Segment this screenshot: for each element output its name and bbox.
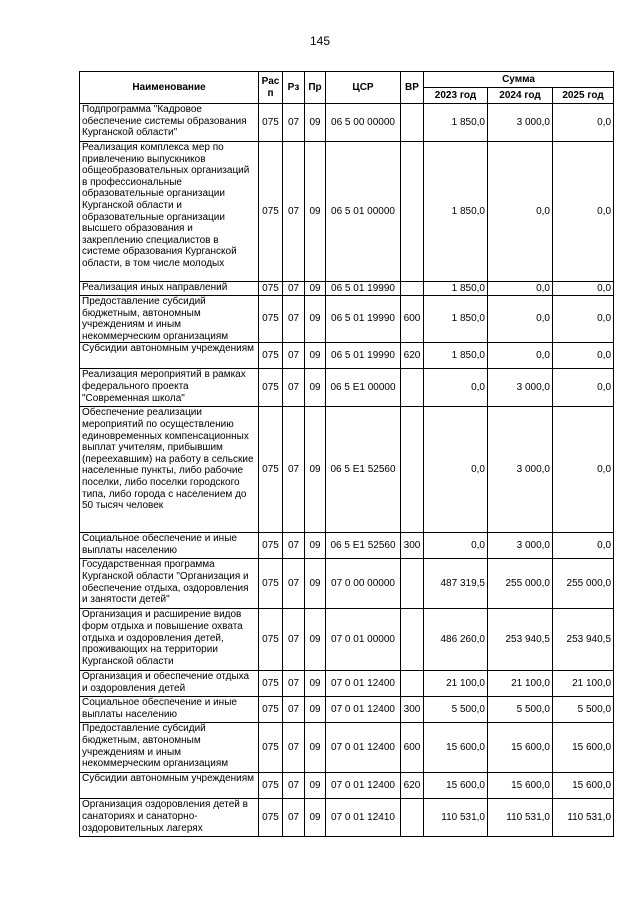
cell-2025: 21 100,0 (553, 671, 614, 697)
cell-2025: 0,0 (553, 369, 614, 407)
cell-2023: 0,0 (424, 533, 488, 559)
cell-rz: 07 (283, 533, 305, 559)
cell-ras: 075 (259, 104, 283, 142)
cell-2023: 1 850,0 (424, 142, 488, 282)
cell-ras: 075 (259, 533, 283, 559)
cell-vr (401, 104, 424, 142)
cell-pr: 09 (305, 773, 326, 799)
cell-vr (401, 559, 424, 609)
header-2024: 2024 год (488, 88, 553, 104)
cell-2023: 0,0 (424, 369, 488, 407)
cell-2024: 0,0 (488, 142, 553, 282)
cell-2024: 3 000,0 (488, 369, 553, 407)
cell-rz: 07 (283, 671, 305, 697)
cell-2024: 253 940,5 (488, 609, 553, 671)
cell-pr: 09 (305, 533, 326, 559)
cell-2023: 110 531,0 (424, 799, 488, 837)
cell-ras: 075 (259, 799, 283, 837)
cell-ras: 075 (259, 369, 283, 407)
cell-2023: 0,0 (424, 407, 488, 533)
cell-name: Предоставление субсидий бюджетным, автономным учреждениям и иным некоммерческим организациям (80, 723, 259, 773)
cell-csr: 07 0 01 00000 (326, 609, 401, 671)
cell-rz: 07 (283, 609, 305, 671)
cell-2025: 0,0 (553, 104, 614, 142)
cell-name: Организация оздоровления детей в санаториях и санаторно-оздоровительных лагерях (80, 799, 259, 837)
table-row (80, 773, 614, 799)
cell-name: Обеспечение реализации мероприятий по осуществлению единовременных компенсационных выплат учителям, прибывшим (переехавшим) на работу в сельские населенные пункты, либо рабочие поселки, либо поселки городского типа, либо города с населением до 50 тысяч человек (80, 407, 259, 533)
table-row (80, 104, 614, 142)
cell-name: Реализация комплекса мер по привлечению выпускников общеобразовательных организаций в профессиональные образовательные организации Курганской области и образовательные организации высшего образования и закреплению специалистов в системе образования Курганской области, в том числе молодых (80, 142, 259, 282)
header-2023: 2023 год (424, 88, 488, 104)
cell-ras: 075 (259, 407, 283, 533)
cell-2023: 15 600,0 (424, 723, 488, 773)
table-row (80, 609, 614, 671)
cell-rz: 07 (283, 104, 305, 142)
cell-name: Субсидии автономным учреждениям (80, 343, 259, 369)
cell-csr: 07 0 01 12410 (326, 799, 401, 837)
cell-2025: 255 000,0 (553, 559, 614, 609)
cell-name: Организация и расширение видов форм отдыха и повышение охвата отдыха и оздоровления детей, проживающих на территории Курганской области (80, 609, 259, 671)
table-row (80, 697, 614, 723)
cell-pr: 09 (305, 559, 326, 609)
cell-ras: 075 (259, 671, 283, 697)
cell-rz: 07 (283, 559, 305, 609)
cell-vr (401, 671, 424, 697)
cell-pr: 09 (305, 282, 326, 296)
header-2025: 2025 год (553, 88, 614, 104)
cell-rz: 07 (283, 799, 305, 837)
cell-2024: 21 100,0 (488, 671, 553, 697)
cell-2023: 1 850,0 (424, 296, 488, 343)
cell-rz: 07 (283, 343, 305, 369)
cell-rz: 07 (283, 282, 305, 296)
cell-2024: 255 000,0 (488, 559, 553, 609)
cell-csr: 07 0 01 12400 (326, 723, 401, 773)
cell-vr: 600 (401, 723, 424, 773)
cell-ras: 075 (259, 773, 283, 799)
table-row (80, 559, 614, 609)
cell-2023: 1 850,0 (424, 104, 488, 142)
cell-csr: 06 5 01 19990 (326, 296, 401, 343)
cell-rz: 07 (283, 142, 305, 282)
table-row (80, 671, 614, 697)
cell-csr: 06 5 01 19990 (326, 343, 401, 369)
cell-name: Реализация мероприятий в рамках федерального проекта "Современная школа" (80, 369, 259, 407)
header-csr: ЦСР (326, 72, 401, 104)
cell-rz: 07 (283, 369, 305, 407)
cell-2023: 1 850,0 (424, 282, 488, 296)
cell-vr (401, 609, 424, 671)
cell-ras: 075 (259, 282, 283, 296)
cell-2025: 5 500,0 (553, 697, 614, 723)
cell-csr: 07 0 01 12400 (326, 773, 401, 799)
cell-pr: 09 (305, 104, 326, 142)
cell-ras: 075 (259, 559, 283, 609)
cell-2025: 0,0 (553, 142, 614, 282)
cell-2025: 0,0 (553, 282, 614, 296)
cell-2025: 0,0 (553, 533, 614, 559)
cell-csr: 06 5 01 19990 (326, 282, 401, 296)
cell-name: Реализация иных направлений (80, 282, 259, 296)
cell-pr: 09 (305, 697, 326, 723)
table-row (80, 799, 614, 837)
cell-2023: 5 500,0 (424, 697, 488, 723)
table-row (80, 369, 614, 407)
cell-ras: 075 (259, 343, 283, 369)
cell-ras: 075 (259, 296, 283, 343)
cell-vr: 300 (401, 697, 424, 723)
table-row (80, 343, 614, 369)
cell-csr: 06 5 00 00000 (326, 104, 401, 142)
cell-2023: 486 260,0 (424, 609, 488, 671)
header-ras: Рас п (259, 72, 283, 104)
cell-ras: 075 (259, 723, 283, 773)
cell-name: Предоставление субсидий бюджетным, автономным учреждениям и иным некоммерческим организациям (80, 296, 259, 343)
cell-rz: 07 (283, 407, 305, 533)
cell-name: Подпрограмма "Кадровое обеспечение системы образования Курганской области" (80, 104, 259, 142)
cell-csr: 07 0 00 00000 (326, 559, 401, 609)
cell-vr: 300 (401, 533, 424, 559)
cell-pr: 09 (305, 407, 326, 533)
cell-2024: 15 600,0 (488, 723, 553, 773)
cell-2024: 110 531,0 (488, 799, 553, 837)
cell-csr: 06 5 E1 52560 (326, 407, 401, 533)
table-row (80, 407, 614, 533)
cell-2024: 5 500,0 (488, 697, 553, 723)
cell-vr (401, 282, 424, 296)
cell-rz: 07 (283, 296, 305, 343)
cell-pr: 09 (305, 671, 326, 697)
cell-vr (401, 369, 424, 407)
page-number: 145 (309, 34, 331, 48)
table-row (80, 533, 614, 559)
cell-2025: 0,0 (553, 343, 614, 369)
budget-table (79, 71, 614, 837)
header-sum: Сумма (424, 72, 614, 88)
cell-2025: 15 600,0 (553, 723, 614, 773)
cell-2025: 0,0 (553, 296, 614, 343)
cell-2024: 3 000,0 (488, 407, 553, 533)
table-row (80, 723, 614, 773)
header-vr: ВР (401, 72, 424, 104)
cell-2024: 15 600,0 (488, 773, 553, 799)
header-rz: Рз (283, 72, 305, 104)
cell-2024: 0,0 (488, 343, 553, 369)
cell-ras: 075 (259, 697, 283, 723)
cell-pr: 09 (305, 369, 326, 407)
cell-pr: 09 (305, 343, 326, 369)
cell-name: Субсидии автономным учреждениям (80, 773, 259, 799)
cell-2024: 0,0 (488, 296, 553, 343)
cell-vr (401, 407, 424, 533)
cell-vr (401, 799, 424, 837)
table-row (80, 282, 614, 296)
cell-name: Государственная программа Курганской области "Организация и обеспечение отдыха, оздоровления и занятости детей" (80, 559, 259, 609)
header-name: Наименование (80, 72, 259, 104)
header-pr: Пр (305, 72, 326, 104)
cell-2025: 110 531,0 (553, 799, 614, 837)
cell-name: Организация и обеспечение отдыха и оздоровления детей (80, 671, 259, 697)
cell-rz: 07 (283, 723, 305, 773)
cell-pr: 09 (305, 296, 326, 343)
cell-pr: 09 (305, 723, 326, 773)
table-body (80, 104, 614, 837)
cell-2025: 15 600,0 (553, 773, 614, 799)
cell-2023: 1 850,0 (424, 343, 488, 369)
cell-csr: 07 0 01 12400 (326, 697, 401, 723)
cell-2023: 21 100,0 (424, 671, 488, 697)
cell-rz: 07 (283, 697, 305, 723)
cell-ras: 075 (259, 609, 283, 671)
cell-2024: 3 000,0 (488, 104, 553, 142)
cell-vr: 620 (401, 773, 424, 799)
cell-ras: 075 (259, 142, 283, 282)
cell-pr: 09 (305, 142, 326, 282)
cell-csr: 06 5 E1 52560 (326, 533, 401, 559)
cell-2023: 487 319,5 (424, 559, 488, 609)
cell-2025: 253 940,5 (553, 609, 614, 671)
cell-vr: 620 (401, 343, 424, 369)
cell-vr: 600 (401, 296, 424, 343)
cell-csr: 06 5 01 00000 (326, 142, 401, 282)
cell-pr: 09 (305, 799, 326, 837)
cell-2024: 3 000,0 (488, 533, 553, 559)
table-row (80, 296, 614, 343)
table-row (80, 142, 614, 282)
cell-csr: 07 0 01 12400 (326, 671, 401, 697)
cell-vr (401, 142, 424, 282)
cell-2023: 15 600,0 (424, 773, 488, 799)
cell-csr: 06 5 E1 00000 (326, 369, 401, 407)
cell-name: Социальное обеспечение и иные выплаты населению (80, 533, 259, 559)
cell-rz: 07 (283, 773, 305, 799)
cell-2024: 0,0 (488, 282, 553, 296)
cell-pr: 09 (305, 609, 326, 671)
cell-name: Социальное обеспечение и иные выплаты населению (80, 697, 259, 723)
cell-2025: 0,0 (553, 407, 614, 533)
